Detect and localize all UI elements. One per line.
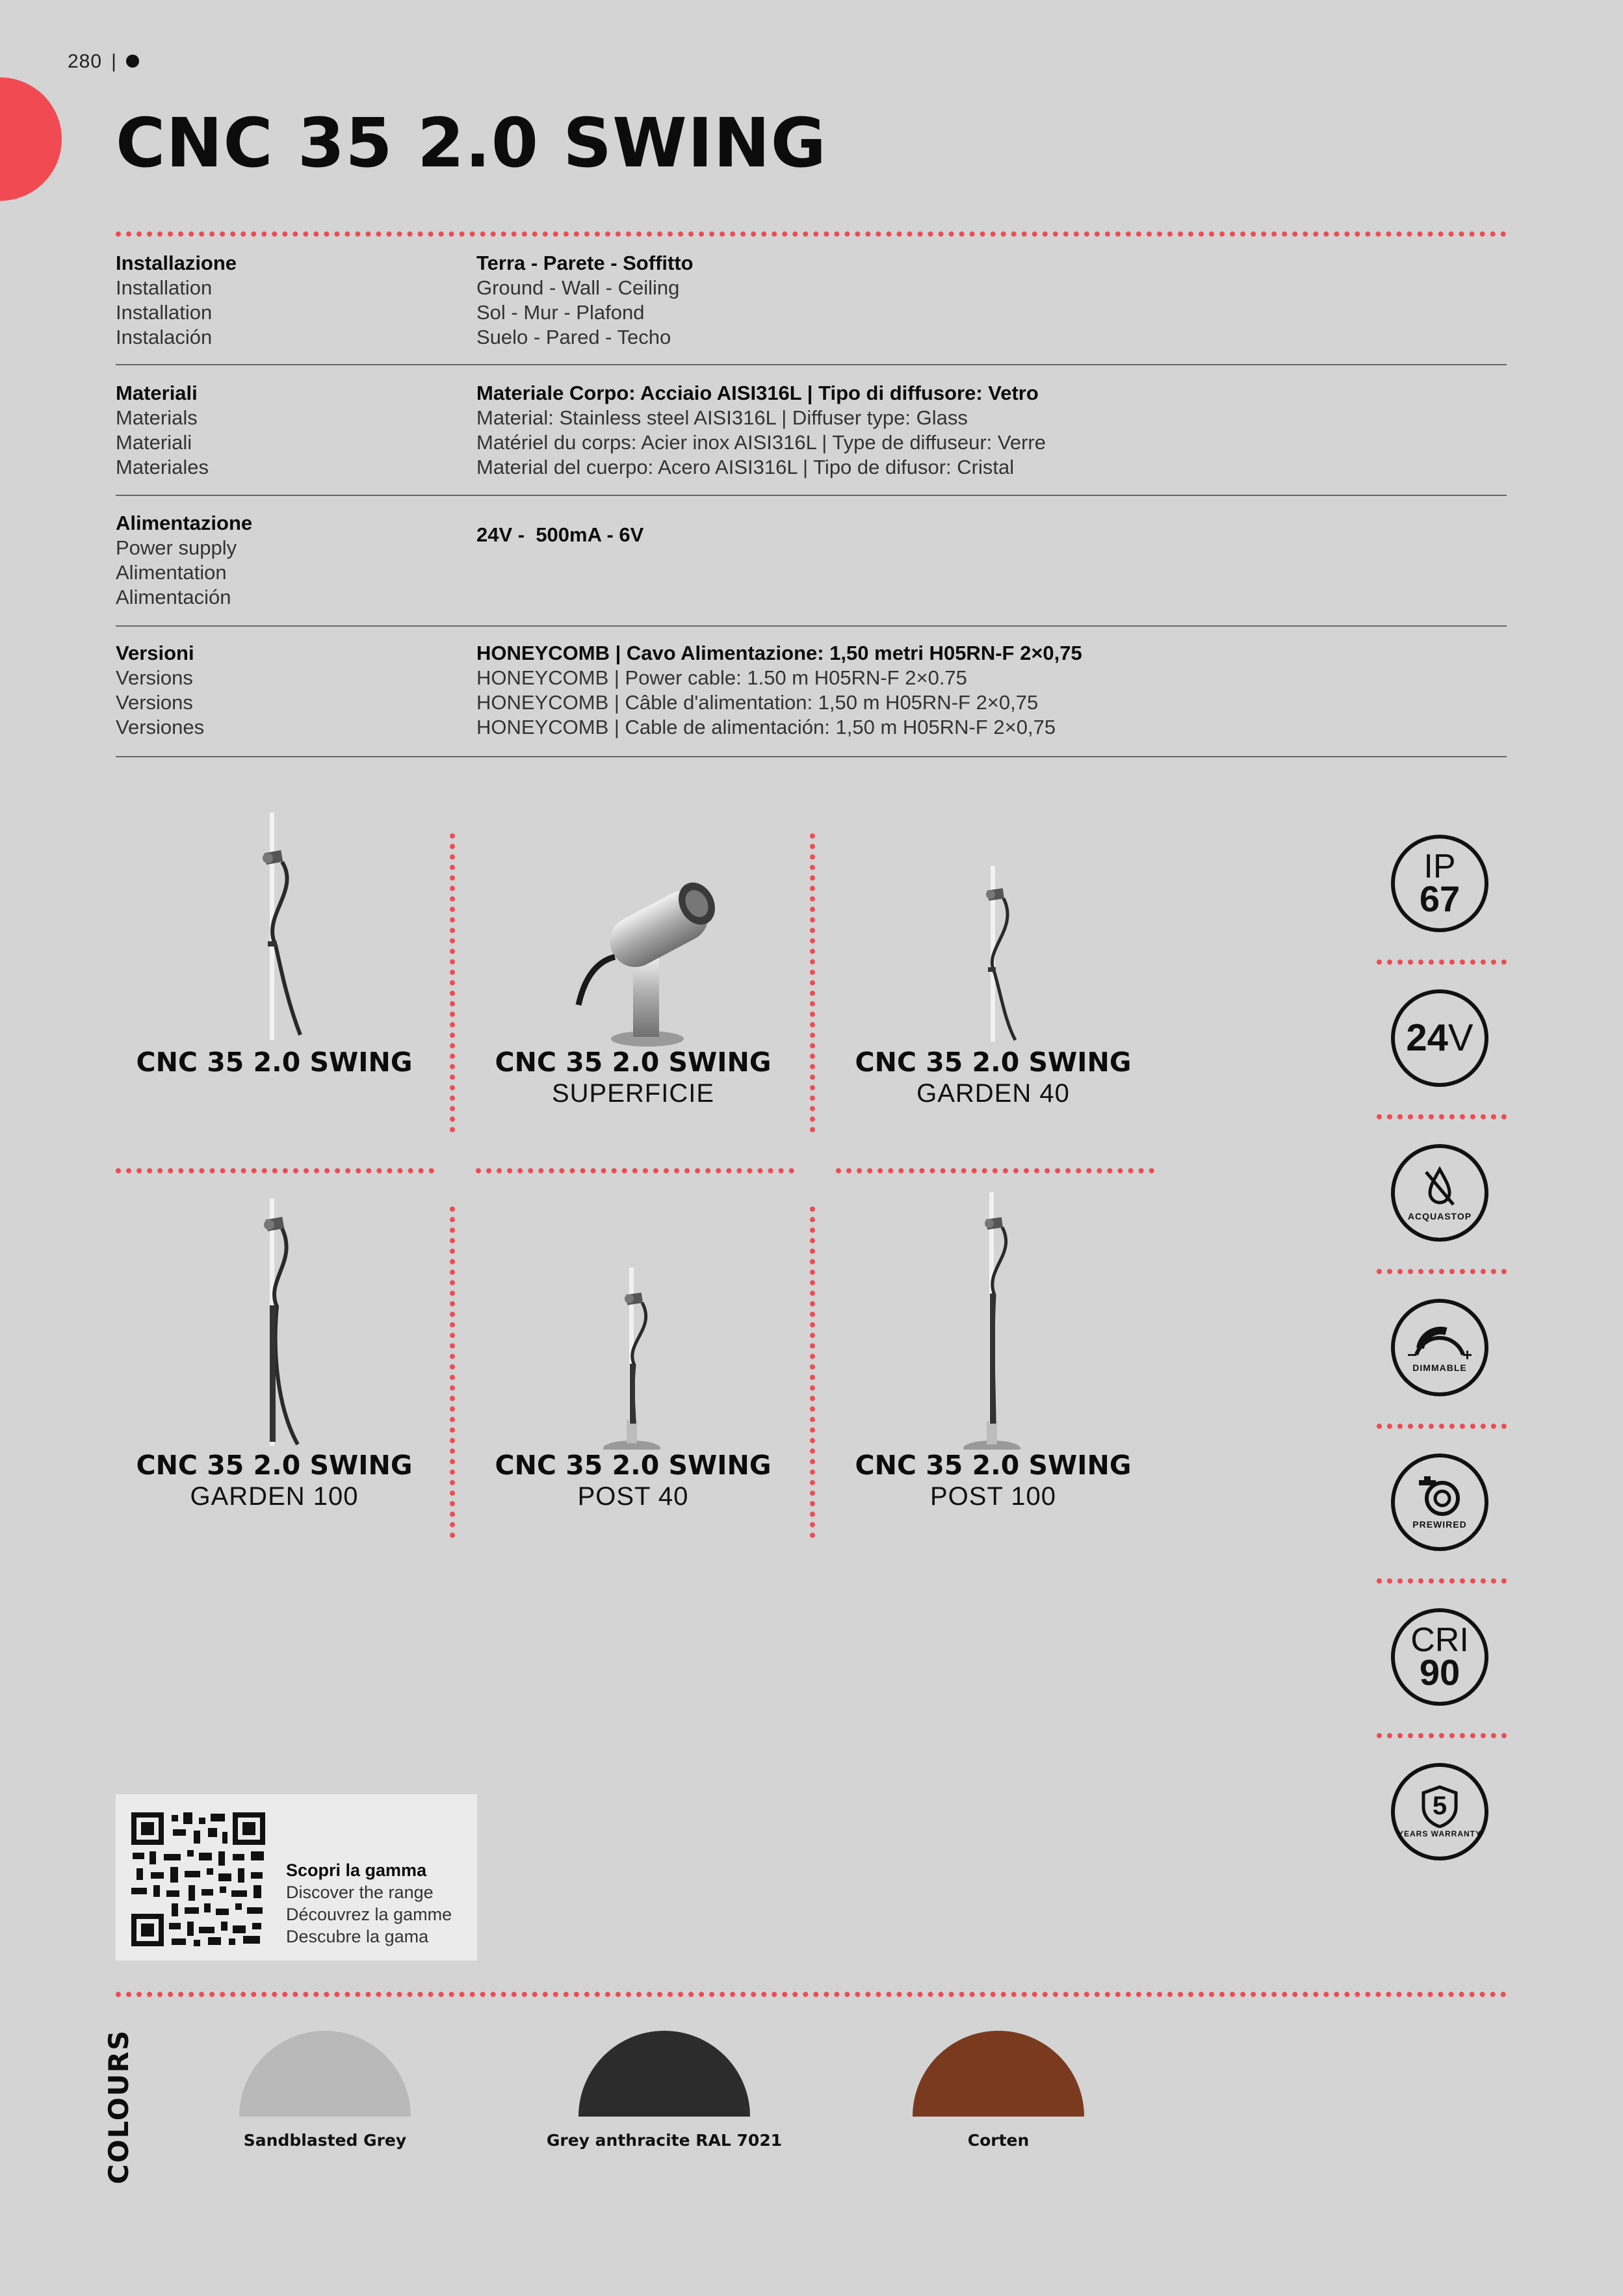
- page-separator: |: [111, 51, 117, 72]
- spec-value: Ground - Wall - Ceiling: [476, 276, 680, 299]
- spec-label: Materiales: [116, 456, 209, 478]
- qr-caption-line: Discover the range: [286, 1883, 434, 1902]
- product-card[interactable]: [824, 806, 1162, 1109]
- spec-value: 24V - 500mA - 6V: [476, 523, 644, 546]
- badge-caption: PREWIRED: [1412, 1519, 1467, 1530]
- spec-label: Installation: [116, 276, 213, 299]
- colours-heading: COLOURS: [103, 2029, 135, 2184]
- warranty-years: 5: [1432, 1792, 1448, 1820]
- qr-caption-line: Descubre la gama: [286, 1927, 429, 1946]
- badge-divider: [1377, 1578, 1507, 1584]
- product-variant: POST 100: [929, 1482, 1057, 1511]
- product-card[interactable]: [464, 806, 802, 1109]
- product-card[interactable]: [824, 1190, 1162, 1512]
- badge-caption: DIMMABLE: [1412, 1363, 1467, 1373]
- product-image-garden-40: [824, 806, 1162, 1047]
- badge-divider: [1377, 1269, 1507, 1274]
- colour-label: Grey anthracite RAL 7021: [546, 2131, 783, 2150]
- bullet-dot-icon: [126, 55, 139, 68]
- spec-label: Instalación: [116, 326, 213, 348]
- spec-divider: [116, 495, 1507, 496]
- badge-text-bold: 24: [1406, 1017, 1448, 1059]
- colour-swatch-corten[interactable]: [913, 2031, 1084, 2117]
- prewired-badge: [1391, 1454, 1488, 1551]
- colour-label: Sandblasted Grey: [243, 2131, 407, 2150]
- spec-label: Power supply: [116, 536, 237, 559]
- warranty-badge: [1391, 1763, 1488, 1860]
- product-image-post-100: [824, 1190, 1162, 1450]
- product-name: CNC 35 2.0 SWING: [495, 1047, 772, 1078]
- page-number: [68, 51, 139, 73]
- badge-text: [1406, 1019, 1473, 1057]
- product-variant: SUPERFICIE: [551, 1079, 715, 1108]
- grid-separator-vertical: [450, 833, 455, 1132]
- spec-value: HONEYCOMB | Cable de alimentación: 1,50 m H05RN-F 2×0,75: [476, 716, 1056, 738]
- spec-label: Alimentation: [116, 561, 227, 584]
- spec-label: Alimentación: [116, 586, 231, 608]
- spec-value: Suelo - Pared - Techo: [476, 326, 671, 348]
- red-dotted-divider: [116, 1992, 1507, 1997]
- badge-divider: [1377, 959, 1507, 965]
- qr-code-icon[interactable]: [131, 1812, 265, 1946]
- product-card[interactable]: [105, 806, 443, 1078]
- product-image-garden-100: [105, 1190, 443, 1450]
- spec-label: Materiali: [116, 431, 192, 454]
- badge-caption: ACQUASTOP: [1407, 1211, 1472, 1221]
- spec-value: HONEYCOMB | Cavo Alimentazione: 1,50 metri H05RN-F 2×0,75: [476, 642, 1082, 664]
- spec-label: Versions: [116, 666, 193, 689]
- badge-text: CRI: [1410, 1621, 1469, 1659]
- spec-labels: [116, 251, 467, 350]
- acquastop-badge: [1391, 1144, 1488, 1242]
- product-card[interactable]: [464, 1190, 802, 1512]
- spec-value: HONEYCOMB | Power cable: 1.50 m H05RN-F 2×0.75: [476, 666, 967, 689]
- badge-text: IP: [1423, 848, 1456, 885]
- spec-values: [476, 251, 1503, 350]
- product-card[interactable]: [105, 1190, 443, 1512]
- badge-text: 67: [1419, 878, 1461, 919]
- product-image-superficie: [464, 806, 802, 1047]
- cable-reel-icon: [1414, 1475, 1466, 1518]
- badge-caption: YEARS WARRANTY: [1397, 1829, 1481, 1838]
- colour-swatch-sandblasted-grey[interactable]: [239, 2031, 411, 2117]
- product-image-post-40: [464, 1190, 802, 1450]
- spec-value: Material: Stainless steel AISI316L | Diffuser type: Glass: [476, 406, 968, 429]
- spec-label: Installazione: [116, 252, 237, 274]
- spec-labels: [116, 641, 467, 740]
- cri90-badge: [1391, 1608, 1488, 1706]
- minus-icon: −: [1407, 1345, 1418, 1364]
- spec-values: [476, 381, 1503, 480]
- shield-icon: [1420, 1785, 1459, 1828]
- grid-separator-vertical: [450, 1207, 455, 1538]
- product-name: CNC 35 2.0 SWING: [136, 1450, 413, 1481]
- spec-value: Material del cuerpo: Acero AISI316L | Tipo de difusor: Cristal: [476, 456, 1015, 478]
- voltage-badge: [1391, 989, 1488, 1087]
- spec-label: Versiones: [116, 716, 205, 738]
- badge-text: 90: [1419, 1652, 1461, 1693]
- colour-swatch-grey-anthracite[interactable]: [578, 2031, 750, 2117]
- qr-caption-line: Découvrez la gamme: [286, 1905, 452, 1924]
- spec-label: Materials: [116, 406, 198, 429]
- page-title: CNC 35 2.0 SWING: [116, 103, 827, 183]
- badge-text-light: V: [1448, 1017, 1474, 1059]
- spec-divider: [116, 364, 1507, 365]
- badge-divider: [1377, 1424, 1507, 1429]
- spec-value: Matériel du corps: Acier inox AISI316L | Type de diffuseur: Verre: [476, 431, 1046, 454]
- dimmable-badge: [1391, 1299, 1488, 1396]
- qr-caption: [286, 1859, 452, 1948]
- spec-value: Materiale Corpo: Acciaio AISI316L | Tipo di diffusore: Vetro: [476, 382, 1039, 404]
- spec-values: [476, 641, 1503, 740]
- spec-label: Materiali: [116, 382, 198, 404]
- spec-divider: [116, 625, 1507, 627]
- spec-values: [476, 523, 1503, 547]
- qr-caption-line: Scopri la gamma: [286, 1860, 427, 1880]
- product-name: CNC 35 2.0 SWING: [855, 1047, 1132, 1078]
- spec-labels: [116, 511, 467, 610]
- grid-separator-horizontal: [836, 1168, 1154, 1173]
- spec-label: Installation: [116, 301, 213, 324]
- spec-label: Alimentazione: [116, 512, 253, 534]
- product-image-swing: [105, 806, 443, 1047]
- product-variant: GARDEN 40: [916, 1079, 1070, 1108]
- product-name: CNC 35 2.0 SWING: [495, 1450, 772, 1481]
- product-variant: POST 40: [577, 1482, 689, 1511]
- grid-separator-horizontal: [476, 1168, 794, 1173]
- spec-divider: [116, 756, 1507, 757]
- product-variant: GARDEN 100: [190, 1482, 359, 1511]
- red-half-circle-decoration: [0, 77, 62, 201]
- spec-labels: [116, 381, 467, 480]
- grid-separator-horizontal: [116, 1168, 434, 1173]
- ip67-badge: [1391, 835, 1488, 932]
- plus-icon: +: [1462, 1345, 1472, 1364]
- spec-value: HONEYCOMB | Câble d'alimentation: 1,50 m H05RN-F 2×0,75: [476, 691, 1039, 714]
- spec-value: Terra - Parete - Soffitto: [476, 252, 694, 274]
- grid-separator-vertical: [810, 833, 815, 1132]
- colour-label: Corten: [967, 2131, 1030, 2150]
- spec-label: Versions: [116, 691, 193, 714]
- product-name: CNC 35 2.0 SWING: [855, 1450, 1132, 1481]
- grid-separator-vertical: [810, 1207, 815, 1538]
- badge-divider: [1377, 1114, 1507, 1119]
- red-dotted-divider: [116, 231, 1507, 237]
- water-drop-slash-icon: [1417, 1164, 1462, 1210]
- spec-label: Versioni: [116, 642, 194, 664]
- badge-divider: [1377, 1733, 1507, 1738]
- product-name: CNC 35 2.0 SWING: [136, 1047, 413, 1078]
- spec-value: Sol - Mur - Plafond: [476, 301, 645, 324]
- page-number-text: 280: [68, 51, 103, 72]
- qr-code-box[interactable]: [116, 1794, 477, 1961]
